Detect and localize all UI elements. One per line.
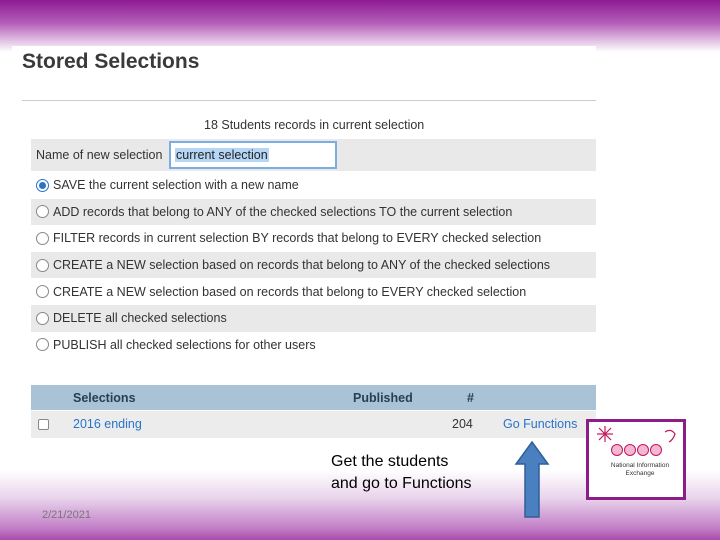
radio-create-every[interactable] (36, 285, 49, 298)
radio-filter[interactable] (36, 232, 49, 245)
column-header-selections[interactable]: Selections (73, 391, 136, 405)
option-add[interactable] (31, 199, 596, 226)
option-filter[interactable] (31, 225, 596, 252)
option-label: CREATE a NEW selection based on records that belong to EVERY checked selection (53, 284, 527, 299)
conference-logo (586, 419, 686, 500)
selection-name-link[interactable]: 2016 ending (73, 417, 142, 431)
name-label: Name of new selection (36, 148, 163, 162)
logo-text-line-1: National Information (610, 462, 670, 469)
option-save[interactable] (31, 172, 596, 199)
count-cell: 204 (452, 417, 473, 431)
logo-graphic-icon (589, 422, 683, 462)
selection-name-value: current selection (176, 148, 268, 162)
selection-action-options (31, 172, 596, 358)
selections-table-header (31, 385, 596, 410)
option-label: CREATE a NEW selection based on records that belong to ANY of the checked selections (53, 258, 551, 273)
title-divider (22, 100, 596, 101)
stored-selections-panel (12, 46, 596, 438)
table-row (31, 411, 596, 438)
logo-text-line-2: Exchange (625, 470, 655, 477)
logo-text (605, 462, 675, 478)
option-label: ADD records that belong to ANY of the checked selections TO the current selection (53, 204, 513, 219)
option-label: SAVE the current selection with a new name (53, 178, 299, 193)
selection-name-input[interactable] (169, 141, 337, 169)
caption-line-2: and go to Functions (331, 475, 472, 492)
option-create-any[interactable] (31, 252, 596, 279)
page-title: Stored Selections (22, 50, 200, 73)
up-arrow-icon (514, 440, 550, 520)
caption-line-1: Get the students (331, 453, 449, 470)
column-header-published[interactable]: Published (353, 391, 413, 405)
option-delete[interactable] (31, 305, 596, 332)
option-publish[interactable] (31, 332, 596, 359)
option-label: FILTER records in current selection BY records that belong to EVERY checked selection (53, 231, 542, 246)
column-header-count[interactable]: # (467, 391, 474, 405)
new-selection-name-row (31, 139, 596, 171)
records-count: 18 Students records in current selection (204, 118, 425, 132)
slide-top-gradient (0, 0, 720, 52)
radio-save[interactable] (36, 179, 49, 192)
option-label: DELETE all checked selections (53, 311, 227, 326)
radio-publish[interactable] (36, 338, 49, 351)
slide-caption (331, 451, 472, 495)
slide-date: 2/21/2021 (42, 509, 91, 521)
go-functions-link[interactable]: Go Functions (503, 417, 578, 431)
radio-delete[interactable] (36, 312, 49, 325)
option-create-every[interactable] (31, 278, 596, 305)
row-checkbox[interactable] (38, 419, 49, 430)
radio-create-any[interactable] (36, 259, 49, 272)
radio-add[interactable] (36, 205, 49, 218)
option-label: PUBLISH all checked selections for other users (53, 337, 316, 352)
